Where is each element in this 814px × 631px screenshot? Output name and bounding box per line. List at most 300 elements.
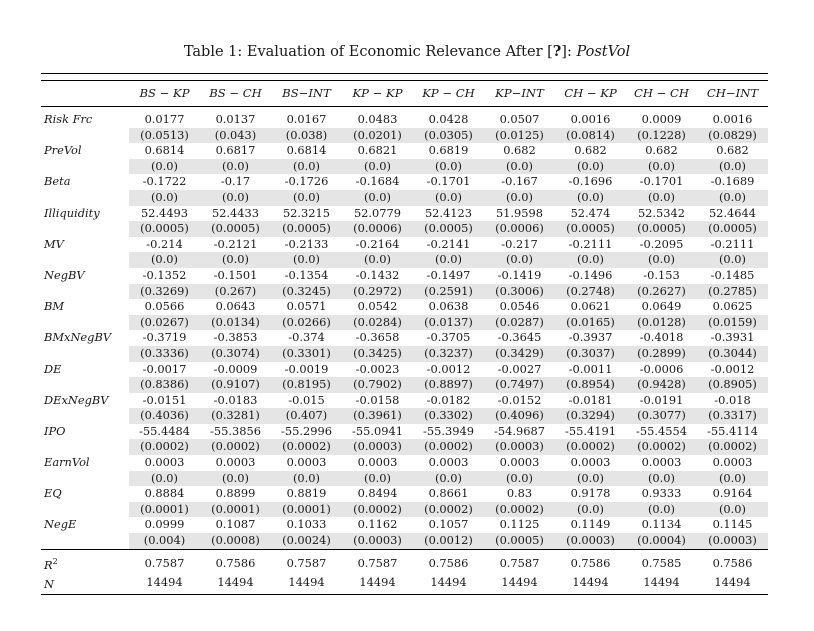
coef-cell: 0.0571	[286, 299, 327, 314]
coef-cell: -54.9687	[494, 423, 545, 438]
row-label: EarnVol	[44, 455, 90, 470]
row-label-blank	[41, 439, 129, 455]
stderr-cell: (0.3006)	[484, 284, 555, 300]
coef-cell: 0.0003	[641, 455, 682, 470]
stderr-cell: (0.0)	[129, 159, 200, 175]
coef-cell: -0.015	[288, 392, 325, 407]
row-label-blank	[41, 346, 129, 362]
coef-cell: 0.1087	[215, 517, 256, 532]
coef-row	[41, 299, 768, 315]
coef-cell: -0.1352	[142, 267, 187, 282]
coef-cell: -0.0151	[142, 392, 187, 407]
stderr-cell: (0.9428)	[626, 377, 697, 393]
coef-cell: 0.682	[716, 143, 749, 158]
coef-cell: 0.1162	[357, 517, 398, 532]
stderr-row	[41, 315, 768, 331]
stderr-cell: (0.0)	[271, 252, 342, 268]
stderr-cell: (0.0)	[271, 471, 342, 487]
coef-cell: 0.0003	[499, 455, 540, 470]
stderr-cell: (0.0165)	[555, 315, 626, 331]
stderr-cell: (0.3317)	[697, 408, 768, 424]
coef-cell: -0.0012	[426, 361, 471, 376]
table-caption	[0, 43, 814, 60]
stderr-cell: (0.3044)	[697, 346, 768, 362]
coef-cell: -0.3719	[142, 330, 187, 345]
coef-cell: -0.1689	[710, 174, 755, 189]
stat-cell: 14494	[555, 573, 626, 595]
stderr-cell: (0.0004)	[626, 533, 697, 549]
stderr-cell: (0.0002)	[342, 502, 413, 518]
stderr-cell: (0.0002)	[697, 439, 768, 455]
coef-cell: 51.9598	[495, 205, 544, 220]
coef-cell: 0.0003	[712, 455, 753, 470]
stderr-cell: (0.9107)	[200, 377, 271, 393]
row-label: Illiquidity	[44, 205, 100, 220]
coef-cell: 52.0779	[353, 205, 402, 220]
coef-cell: 0.0003	[144, 455, 185, 470]
stderr-cell: (0.0002)	[413, 502, 484, 518]
stderr-cell: (0.0001)	[129, 502, 200, 518]
stderr-cell: (0.0)	[271, 190, 342, 206]
stderr-cell: (0.0005)	[413, 221, 484, 237]
coef-cell: 0.682	[503, 143, 536, 158]
stat-cell: 14494	[697, 573, 768, 595]
coef-cell: 0.6814	[144, 143, 185, 158]
coef-cell: -55.0941	[352, 423, 403, 438]
coef-cell: 0.8494	[357, 486, 398, 501]
stderr-row	[41, 377, 768, 393]
coef-cell: 52.5342	[637, 205, 686, 220]
coef-cell: 0.682	[645, 143, 678, 158]
stderr-row	[41, 346, 768, 362]
coef-cell: -0.0011	[568, 361, 613, 376]
stderr-cell: (0.2972)	[342, 284, 413, 300]
coef-cell: -0.3937	[568, 330, 613, 345]
stderr-cell: (0.0)	[626, 252, 697, 268]
stat-cell: 0.7586	[413, 549, 484, 573]
coef-cell: 0.1033	[286, 517, 327, 532]
coef-cell: 52.4123	[424, 205, 473, 220]
coef-cell: 0.0542	[357, 299, 398, 314]
stderr-cell: (0.0)	[555, 471, 626, 487]
stderr-cell: (0.2748)	[555, 284, 626, 300]
coef-cell: -0.0017	[142, 361, 187, 376]
stat-cell: 14494	[413, 573, 484, 595]
stat-cell: 0.7587	[271, 549, 342, 573]
coef-cell: 0.0009	[641, 112, 682, 126]
stat-name: N	[44, 576, 54, 591]
stat-cell: 0.7586	[200, 549, 271, 573]
stderr-cell: (0.3336)	[129, 346, 200, 362]
stat-cell: 14494	[484, 573, 555, 595]
row-label: NegBV	[44, 267, 85, 282]
stderr-cell: (0.0005)	[626, 221, 697, 237]
stderr-cell: (0.0814)	[555, 128, 626, 144]
header-blank	[41, 81, 129, 107]
stderr-cell: (0.7902)	[342, 377, 413, 393]
stderr-row	[41, 284, 768, 300]
coef-cell: -0.1497	[426, 267, 471, 282]
stderr-cell: (0.3237)	[413, 346, 484, 362]
row-label: BM	[44, 299, 65, 314]
row-label-blank	[41, 252, 129, 268]
row-label: Risk Frc	[44, 112, 93, 126]
stat-name: R	[44, 557, 53, 572]
coef-cell: -0.0152	[497, 392, 542, 407]
coef-cell: 0.682	[574, 143, 607, 158]
coef-cell: -0.1501	[213, 267, 258, 282]
stat-cell: 0.7586	[555, 549, 626, 573]
stderr-cell: (0.0)	[555, 252, 626, 268]
stderr-cell: (0.0137)	[413, 315, 484, 331]
column-header: KP−INT	[484, 81, 555, 107]
coef-cell: 52.3215	[282, 205, 331, 220]
stderr-cell: (0.0)	[626, 502, 697, 518]
stat-cell: 0.7587	[342, 549, 413, 573]
stderr-row	[41, 471, 768, 487]
stderr-cell: (0.0001)	[271, 502, 342, 518]
stderr-row	[41, 159, 768, 175]
stderr-cell: (0.3074)	[200, 346, 271, 362]
stderr-cell: (0.038)	[271, 128, 342, 144]
coef-cell: -0.1419	[497, 267, 542, 282]
stderr-cell: (0.0003)	[342, 533, 413, 549]
coef-cell: 52.4644	[708, 205, 757, 220]
coef-cell: -0.0006	[639, 361, 684, 376]
stderr-cell: (0.0)	[413, 471, 484, 487]
stderr-cell: (0.3294)	[555, 408, 626, 424]
coef-cell: 0.1134	[641, 517, 682, 532]
stderr-cell: (0.0)	[484, 252, 555, 268]
coef-cell: -0.0191	[639, 392, 684, 407]
column-header: BS − KP	[129, 81, 200, 107]
coef-cell: -55.3856	[210, 423, 261, 438]
stderr-cell: (0.043)	[200, 128, 271, 144]
stderr-cell: (0.4036)	[129, 408, 200, 424]
stderr-cell: (0.0128)	[626, 315, 697, 331]
coef-row	[41, 486, 768, 502]
stderr-cell: (0.0266)	[271, 315, 342, 331]
stderr-cell: (0.0)	[484, 471, 555, 487]
stderr-cell: (0.0002)	[271, 439, 342, 455]
stderr-cell: (0.0305)	[413, 128, 484, 144]
stderr-cell: (0.0)	[200, 190, 271, 206]
stderr-cell: (0.0)	[200, 471, 271, 487]
coef-cell: 0.0177	[144, 112, 185, 126]
coef-cell: -0.2111	[710, 236, 755, 251]
row-label-blank	[41, 408, 129, 424]
stderr-row	[41, 190, 768, 206]
coef-cell: -0.374	[288, 330, 325, 345]
stderr-cell: (0.004)	[129, 533, 200, 549]
row-label-blank	[41, 221, 129, 237]
stderr-cell: (0.0134)	[200, 315, 271, 331]
stderr-row	[41, 221, 768, 237]
stderr-cell: (0.8897)	[413, 377, 484, 393]
coef-row	[41, 206, 768, 222]
coef-cell: -0.2133	[284, 236, 329, 251]
coef-cell: 0.0566	[144, 299, 185, 314]
coef-cell: 0.0649	[641, 299, 682, 314]
coef-row	[41, 268, 768, 284]
stderr-row	[41, 502, 768, 518]
coef-row	[41, 112, 768, 128]
stderr-cell: (0.0002)	[200, 439, 271, 455]
coef-cell: 0.0483	[357, 112, 398, 126]
coef-cell: -0.3705	[426, 330, 471, 345]
stderr-cell: (0.0001)	[200, 502, 271, 518]
stderr-cell: (0.0267)	[129, 315, 200, 331]
coef-cell: 0.0621	[570, 299, 611, 314]
stderr-cell: (0.407)	[271, 408, 342, 424]
stat-label	[41, 549, 129, 573]
column-header: CH−INT	[697, 81, 768, 107]
coef-cell: -0.0012	[710, 361, 755, 376]
stderr-cell: (0.0)	[484, 159, 555, 175]
stderr-cell: (0.0003)	[697, 533, 768, 549]
coef-cell: -0.0181	[568, 392, 613, 407]
stderr-cell: (0.0)	[697, 502, 768, 518]
header-row	[41, 81, 768, 107]
coef-cell: -0.2111	[568, 236, 613, 251]
coef-cell: -55.4191	[565, 423, 616, 438]
stderr-cell: (0.0)	[626, 159, 697, 175]
column-header: CH − CH	[626, 81, 697, 107]
stderr-cell: (0.0)	[342, 159, 413, 175]
stderr-cell: (0.0)	[342, 252, 413, 268]
stat-cell: 14494	[200, 573, 271, 595]
stderr-row	[41, 128, 768, 144]
coef-cell: -0.2121	[213, 236, 258, 251]
coef-cell: 0.0546	[499, 299, 540, 314]
column-header: CH − KP	[555, 81, 626, 107]
coef-cell: 0.8819	[286, 486, 327, 501]
stderr-cell: (0.0005)	[555, 221, 626, 237]
stderr-cell: (0.0005)	[200, 221, 271, 237]
coef-cell: 0.0003	[357, 455, 398, 470]
row-label: PreVol	[44, 143, 82, 158]
statistics-rows	[41, 549, 768, 595]
stderr-cell: (0.0)	[200, 252, 271, 268]
row-label: NegE	[44, 517, 77, 532]
stderr-cell: (0.3077)	[626, 408, 697, 424]
coef-cell: 0.9164	[712, 486, 753, 501]
coef-row	[41, 455, 768, 471]
coef-cell: 0.9178	[570, 486, 611, 501]
stderr-cell: (0.0)	[555, 502, 626, 518]
stat-cell: 0.7586	[697, 549, 768, 573]
coef-cell: -55.4554	[636, 423, 687, 438]
coef-cell: -0.0019	[284, 361, 329, 376]
coef-cell: 0.0003	[286, 455, 327, 470]
coef-cell: 0.1125	[499, 517, 540, 532]
stderr-cell: (0.0)	[555, 190, 626, 206]
stderr-cell: (0.2899)	[626, 346, 697, 362]
coef-cell: -0.3853	[213, 330, 258, 345]
coef-cell: -0.214	[146, 236, 183, 251]
coef-cell: 0.1057	[428, 517, 469, 532]
coef-cell: 0.0999	[144, 517, 185, 532]
column-header: KP − KP	[342, 81, 413, 107]
coef-cell: -0.1701	[639, 174, 684, 189]
coef-cell: 0.0625	[712, 299, 753, 314]
coef-cell: -0.2164	[355, 236, 400, 251]
coef-cell: 52.4493	[140, 205, 189, 220]
coef-cell: -0.217	[501, 236, 538, 251]
coef-cell: 0.0167	[286, 112, 327, 126]
coef-cell: 0.6814	[286, 143, 327, 158]
row-label: IPO	[44, 423, 66, 438]
coef-cell: 0.0428	[428, 112, 469, 126]
stat-cell: 0.7587	[129, 549, 200, 573]
coef-cell: -0.2141	[426, 236, 471, 251]
stderr-cell: (0.0)	[697, 190, 768, 206]
column-header: KP − CH	[413, 81, 484, 107]
stderr-cell: (0.0)	[200, 159, 271, 175]
row-label-blank	[41, 315, 129, 331]
row-label-blank	[41, 128, 129, 144]
row-label: Beta	[44, 174, 71, 189]
stderr-cell: (0.0)	[697, 159, 768, 175]
column-header: BS − CH	[200, 81, 271, 107]
stderr-cell: (0.0008)	[200, 533, 271, 549]
stderr-cell: (0.0012)	[413, 533, 484, 549]
coef-row	[41, 330, 768, 346]
coef-cell: 52.4433	[211, 205, 260, 220]
stderr-cell: (0.3269)	[129, 284, 200, 300]
coef-cell: -0.018	[714, 392, 751, 407]
stderr-cell: (0.0)	[413, 190, 484, 206]
row-label-blank	[41, 284, 129, 300]
coef-cell: -0.0182	[426, 392, 471, 407]
row-label-blank	[41, 471, 129, 487]
regression-table	[41, 73, 768, 595]
stderr-cell: (0.3425)	[342, 346, 413, 362]
coef-row	[41, 237, 768, 253]
stderr-row	[41, 439, 768, 455]
coef-row	[41, 393, 768, 409]
stderr-cell: (0.7497)	[484, 377, 555, 393]
coef-cell: 0.0643	[215, 299, 256, 314]
coef-cell: 0.0137	[215, 112, 256, 126]
stderr-cell: (0.0)	[413, 252, 484, 268]
coef-cell: -0.0158	[355, 392, 400, 407]
stderr-cell: (0.0002)	[555, 439, 626, 455]
coef-cell: -0.1701	[426, 174, 471, 189]
row-label-blank	[41, 533, 129, 549]
row-label-blank	[41, 190, 129, 206]
coef-cell: -0.1726	[284, 174, 329, 189]
coef-cell: -0.1684	[355, 174, 400, 189]
coef-cell: 0.1145	[712, 517, 753, 532]
coef-cell: 52.474	[570, 205, 611, 220]
stderr-cell: (0.0005)	[697, 221, 768, 237]
row-label-blank	[41, 377, 129, 393]
caption-measure: PostVol	[576, 44, 631, 60]
row-label-blank	[41, 502, 129, 518]
coef-cell: 0.6819	[428, 143, 469, 158]
stderr-cell: (0.0005)	[129, 221, 200, 237]
stderr-cell: (0.0)	[484, 190, 555, 206]
stderr-cell: (0.0)	[271, 159, 342, 175]
coef-cell: -55.3949	[423, 423, 474, 438]
row-label: BMxNegBV	[44, 330, 112, 345]
coef-cell: -0.1354	[284, 267, 329, 282]
coef-cell: 0.9333	[641, 486, 682, 501]
coef-cell: -0.1485	[710, 267, 755, 282]
stderr-cell: (0.0)	[697, 471, 768, 487]
coef-cell: 0.6817	[215, 143, 256, 158]
stderr-cell: (0.1228)	[626, 128, 697, 144]
coef-cell: -0.0027	[497, 361, 542, 376]
stderr-cell: (0.0006)	[484, 221, 555, 237]
top-rule	[41, 74, 768, 81]
stderr-cell: (0.0)	[129, 190, 200, 206]
coef-cell: -55.4484	[139, 423, 190, 438]
stderr-cell: (0.0287)	[484, 315, 555, 331]
coef-cell: 0.0003	[428, 455, 469, 470]
stderr-cell: (0.0002)	[626, 439, 697, 455]
stat-cell: 14494	[626, 573, 697, 595]
stderr-cell: (0.3281)	[200, 408, 271, 424]
stderr-cell: (0.2591)	[413, 284, 484, 300]
stderr-cell: (0.0)	[413, 159, 484, 175]
coef-cell: 0.83	[506, 486, 533, 501]
stderr-cell: (0.0)	[626, 471, 697, 487]
stderr-row	[41, 533, 768, 549]
coef-row	[41, 517, 768, 533]
coef-cell: 0.8899	[215, 486, 256, 501]
stderr-cell: (0.8195)	[271, 377, 342, 393]
coef-cell: 0.0507	[499, 112, 540, 126]
caption-middle: ]:	[561, 44, 577, 60]
stat-cell: 0.7585	[626, 549, 697, 573]
coef-cell: 0.0016	[712, 112, 753, 126]
stat-row	[41, 549, 768, 573]
coef-cell: 0.6821	[357, 143, 398, 158]
coef-cell: -0.3931	[710, 330, 755, 345]
stderr-cell: (0.0024)	[271, 533, 342, 549]
coef-cell: -0.0009	[213, 361, 258, 376]
coef-cell: 0.8661	[428, 486, 469, 501]
stderr-cell: (0.8905)	[697, 377, 768, 393]
stat-cell: 14494	[129, 573, 200, 595]
stderr-cell: (0.0005)	[484, 533, 555, 549]
stat-label	[41, 573, 129, 595]
coef-cell: -0.1722	[142, 174, 187, 189]
stderr-cell: (0.0284)	[342, 315, 413, 331]
coef-cell: -0.3645	[497, 330, 542, 345]
row-label-blank	[41, 159, 129, 175]
coef-cell: -0.4018	[639, 330, 684, 345]
coef-row	[41, 143, 768, 159]
coef-cell: -0.17	[220, 174, 251, 189]
coef-cell: -0.3658	[355, 330, 400, 345]
stderr-cell: (0.3961)	[342, 408, 413, 424]
coef-cell: -0.153	[643, 267, 680, 282]
stderr-cell: (0.3302)	[413, 408, 484, 424]
coef-cell: -0.167	[501, 174, 538, 189]
stderr-cell: (0.0829)	[697, 128, 768, 144]
coef-cell: -0.1496	[568, 267, 613, 282]
stat-cell: 14494	[342, 573, 413, 595]
coef-row	[41, 424, 768, 440]
stderr-cell: (0.3037)	[555, 346, 626, 362]
stderr-cell: (0.267)	[200, 284, 271, 300]
stderr-row	[41, 408, 768, 424]
stderr-cell: (0.4096)	[484, 408, 555, 424]
stderr-cell: (0.0003)	[555, 533, 626, 549]
